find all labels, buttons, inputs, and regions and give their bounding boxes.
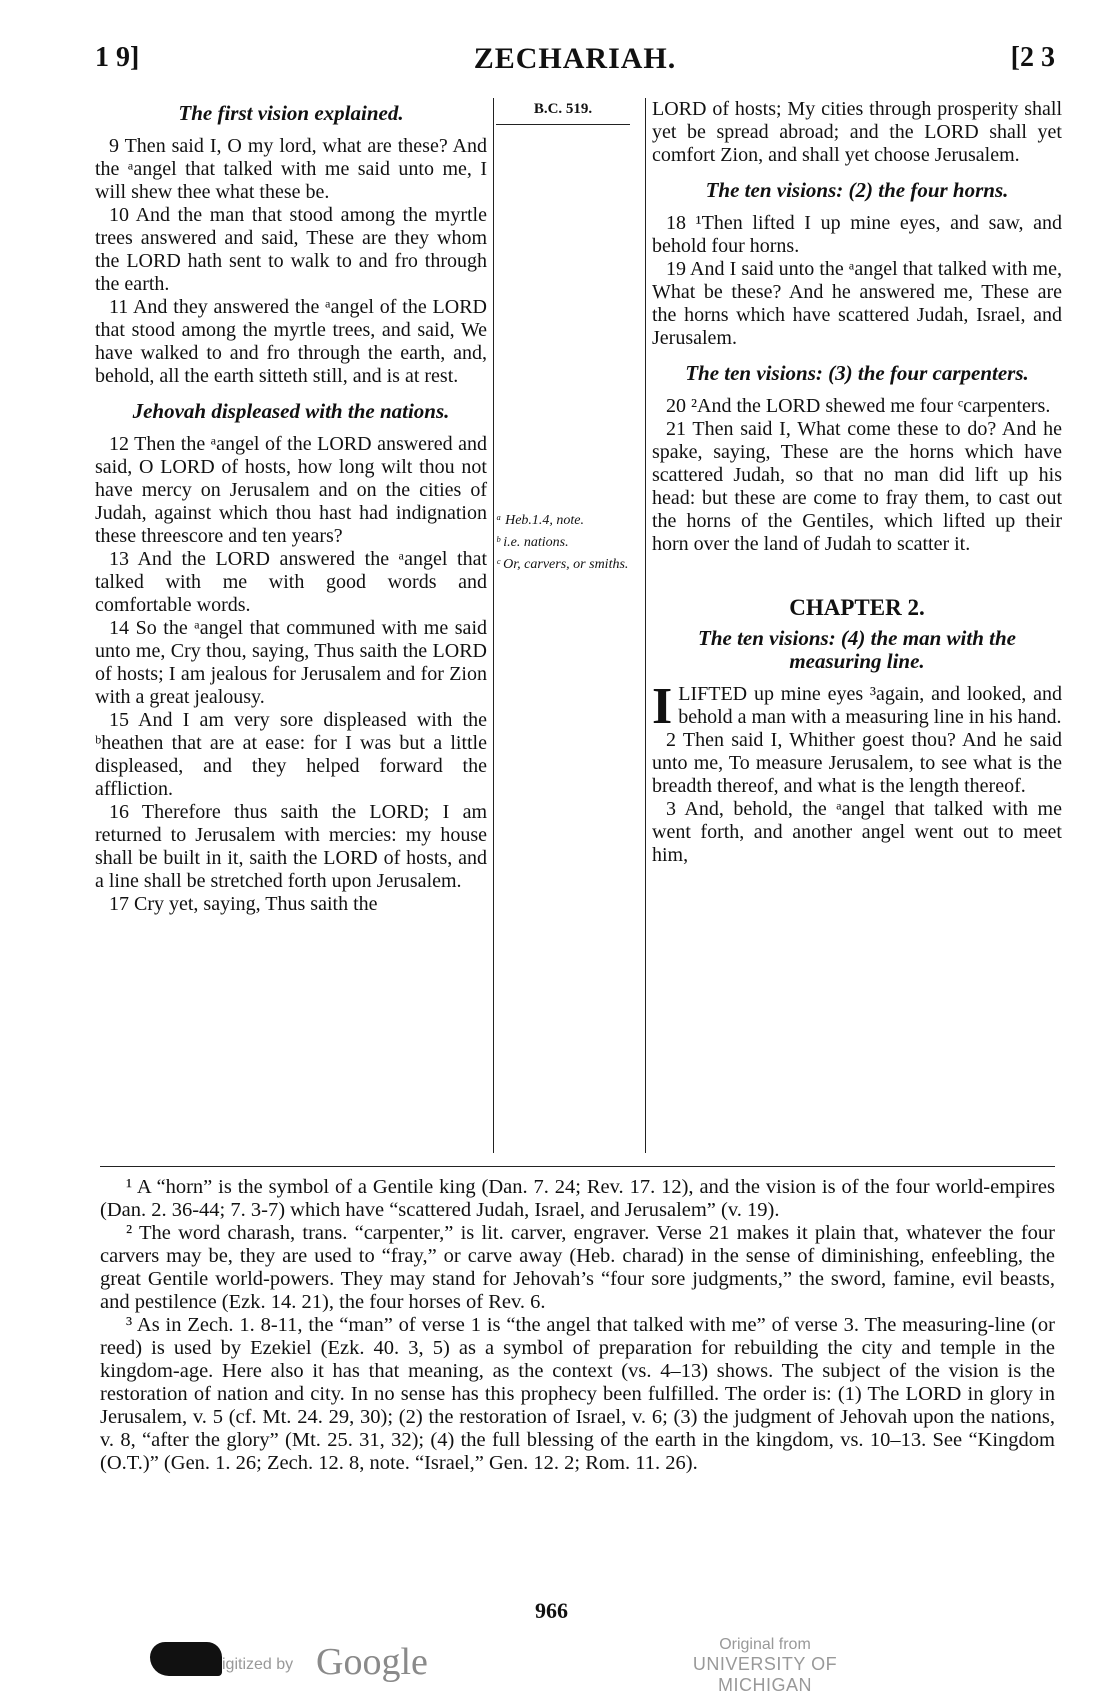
verse-19: 19 And I said unto the ᵃangel that talked with me, What be these? And he answered me, These are the horns which have scattered Judah, Israel, and Jerusalem. [652,258,1062,349]
drop-cap: I [652,678,673,735]
margin-references [496,98,630,579]
verse-20: 20 ²And the LORD shewed me four ᶜcarpenters. [666,395,1051,417]
google-watermark [150,1640,450,1690]
book-title: ZECHARIAH. [473,42,677,75]
margin-note-a: ᵃ Heb.1.4, note. [496,513,585,528]
chapter-2-verse-1 [652,678,1062,735]
footnote-3: ³ As in Zech. 1. 8-11, the “man” of verse 1 is “the angel that talked with me” of verse 3. The measuring-line (or reed) is used by Ezekiel (Ezk. 40. 3, 5) as a symbol of preparation for rebuilding the city and temple in the kingdom-age. Here also it has that meaning, as the context (vs. 4–13) shows. The subject of the vision is the restoration of nation and city. In no sense has this prophecy been fulfilled. The order is: (1) The LORD in glory in Jerusalem, v. 5 (cf. Mt. 24. 29, 30); (2) the restoration of Israel, v. 6; (3) the judgment of Jehovah upon the nations, v. 8, “after the glory” (Mt. 25. 31, 32); (4) the full blessing of the earth in the kingdom, vs. 10–13. See “Kingdom (O.T.)” (Gen. 1. 26; Zech. 12. 8, note. “Israel,” Gen. 12. 2; Rom. 11. 26). [100,1314,1055,1474]
verse-12: 12 Then the ᵃangel of the LORD answered and said, O LORD of hosts, how long wilt thou not have mercy on Jerusalem and on the cities of Judah, against which thou hast had indignation these threescore and ten years? [95,433,487,547]
verse-17: 17 Cry yet, saying, Thus saith the [109,893,378,915]
footnote-2: ² The word charash, trans. “carpenter,” is lit. carver, engraver. Verse 21 makes it plain that, whatever the four carvers may be, they are used to “fray,” or carve away (Heb. charad) in the sense of diminishing, enfeebling, the great Gentile world-powers. They may stand for Jehovah’s “four sore judgments,” the sword, famine, evil beasts, and pestilence (Ezk. 14. 21), the four horses of Rev. 6. [100,1222,1055,1313]
section-heading: The ten visions: (4) the man with the measuring line. [698,626,1016,673]
section-heading: The ten visions: (3) the four carpenters. [685,361,1029,385]
margin-note-c: ᶜ Or, carvers, or smiths. [496,557,629,572]
original-from-label: Original from [719,1636,811,1653]
verse-13: 13 And the LORD answered the ᵃangel that talked with me with good words and comfortable words. [95,548,487,616]
margin-spacer [496,133,630,513]
scan-hand-icon [150,1642,222,1676]
page-number: 966 [535,1598,568,1623]
footnote-1: ¹ A “horn” is the symbol of a Gentile king (Dan. 7. 24; Rev. 17. 12), and the vision is of the four world-empires (Dan. 2. 36-44; 7. 3-7) which have “scattered Judah, Israel, and Jerusalem” (v. 19). [100,1176,1055,1221]
digitized-by-label: igitized by [222,1656,294,1673]
verse-17-continued: LORD of hosts; My cities through prosperity shall yet be spread abroad; and the LORD shall yet comfort Zion, and shall yet choose Jerusalem. [652,98,1062,166]
running-header [95,42,1055,82]
verse-10: 10 And the man that stood among the myrtle trees answered and said, These are they whom the LORD hath sent to walk to and fro through the earth. [95,204,487,295]
footnote-divider [100,1166,1055,1167]
verse-9: 9 Then said I, O my lord, what are these? And the ᵃangel that talked with me said unto me, I will shew thee what these be. [95,135,487,203]
section-heading: The first vision explained. [178,101,404,125]
library-watermark [650,1636,880,1696]
right-text-column [645,98,1062,1153]
date-reference: B.C. 519. [496,98,630,125]
section-heading: The ten visions: (2) the four horns. [705,178,1009,202]
chapter-2-verse-3: 3 And, behold, the ᵃangel that talked with me went forth, and another angel went out to meet him, [652,798,1062,866]
chapter-2-verse-2: 2 Then said I, Whither goest thou? And he said unto me, To measure Jerusalem, to see what is the breadth thereof, and what is the length thereof. [652,729,1062,797]
chapter-verse-start: 1 9] [95,42,140,73]
chapter-verse-end: [2 3 [1010,42,1055,73]
verse-14: 14 So the ᵃangel that communed with me said unto me, Cry thou, saying, Thus saith the LORD of hosts; I am jealous for Jerusalem and for Zion with a great jealousy. [95,617,487,708]
verse-15: 15 And I am very sore displeased with the ᵇheathen that are at ease: for I was but a little displeased, and they helped forward the affliction. [95,709,487,800]
verse-11: 11 And they answered the ᵃangel of the LORD that stood among the myrtle trees, and said, We have walked to and fro through the earth, and, behold, all the earth sitteth still, and is at rest. [95,296,487,387]
university-label: UNIVERSITY OF MICHIGAN [692,1654,838,1695]
chapter-heading: CHAPTER 2. [789,595,925,620]
left-text-column [95,98,494,1153]
footnotes [100,1176,1055,1475]
section-heading: Jehovah displeased with the nations. [132,399,450,423]
google-logo: Google [316,1641,428,1683]
verse-1-text: LIFTED up mine eyes ³again, and looked, and behold a man with a measuring line in his hand. [678,683,1062,728]
verse-16: 16 Therefore thus saith the LORD; I am returned to Jerusalem with mercies: my house shall be built in it, saith the LORD of hosts, and a line shall be stretched forth upon Jerusalem. [95,801,487,892]
margin-note-b: ᵇ i.e. nations. [496,535,569,550]
verse-21: 21 Then said I, What come these to do? And he spake, saying, These are the horns which have scattered Judah, so that no man did lift up his head: but these are come to fray them, to cast out the horns of the Gentiles, which lifted up their horn over the land of Judah to scatter it. [652,418,1062,555]
verse-18: 18 ¹Then lifted I up mine eyes, and saw, and behold four horns. [652,212,1062,257]
